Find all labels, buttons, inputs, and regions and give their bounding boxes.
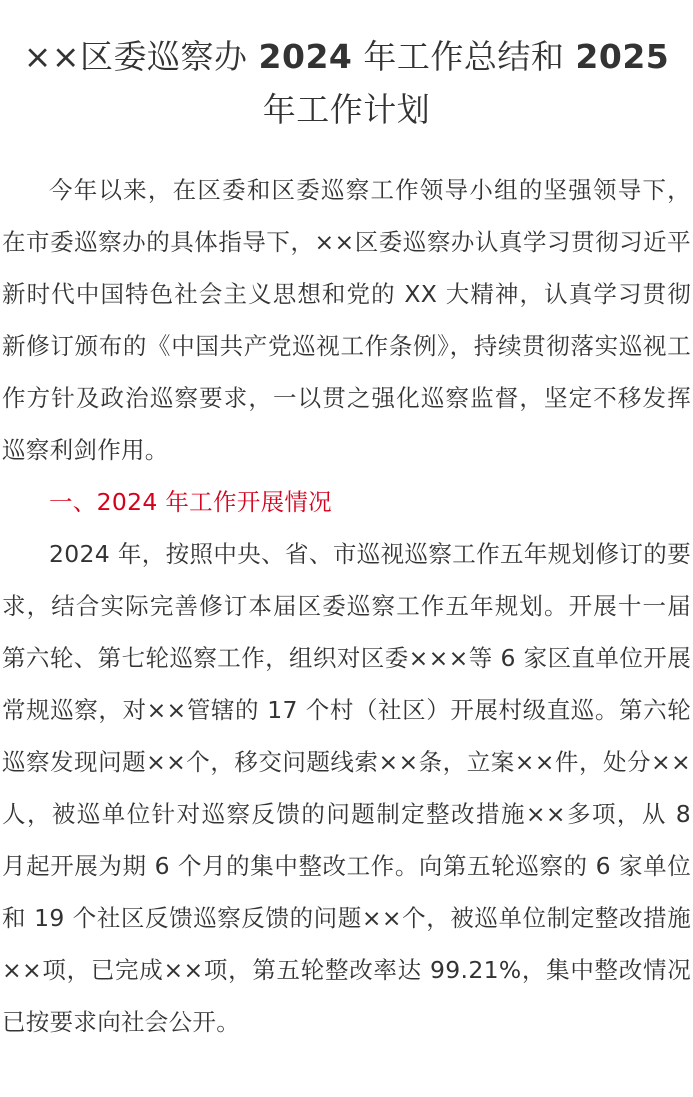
title-part-a: ××区委巡察办 <box>23 37 259 76</box>
document-title <box>2 30 691 136</box>
title-part-c: 年工作总结和 <box>352 37 576 76</box>
title-year-2024: 2024 <box>258 37 353 76</box>
title-part-e: 年工作计划 <box>262 90 431 129</box>
intro-paragraph: 今年以来，在区委和区委巡察工作领导小组的坚强领导下，在市委巡察办的具体指导下，××区委巡察办认真学习贯彻习近平新时代中国特色社会主义思想和党的 XX 大精神，认真学习贯彻新修订颁布的《中国共产党巡视工作条例》，持续贯彻落实巡视工作方针及政治巡察要求，一以贯之强化巡察监督，坚定不移发挥巡察利剑作用。 <box>2 176 691 464</box>
section-paragraph: 2024 年，按照中央、省、市巡视巡察工作五年规划修订的要求，结合实际完善修订本届区委巡察工作五年规划。开展十一届第六轮、第七轮巡察工作，组织对区委×××等 6 家区直单位开展常规巡察，对××管辖的 17 个村（社区）开展村级直巡。第六轮巡察发现问题××个，移交问题线索××条，立案××件，处分××人，被巡单位针对巡察反馈的问题制定整改措施××多项，从 8 月起开展为期 6 个月的集中整改工作。向第五轮巡察的 6 家单位和 19 个社区反馈巡察反馈的问题××个，被巡单位制定整改措施××项，已完成××项，第五轮整改率达 99.21%，集中整改情况已按要求向社会公开。 <box>2 540 691 1036</box>
section-heading: 一、2024 年工作开展情况 <box>49 488 332 516</box>
title-year-2025: 2025 <box>575 37 670 76</box>
document-body <box>2 164 691 1048</box>
